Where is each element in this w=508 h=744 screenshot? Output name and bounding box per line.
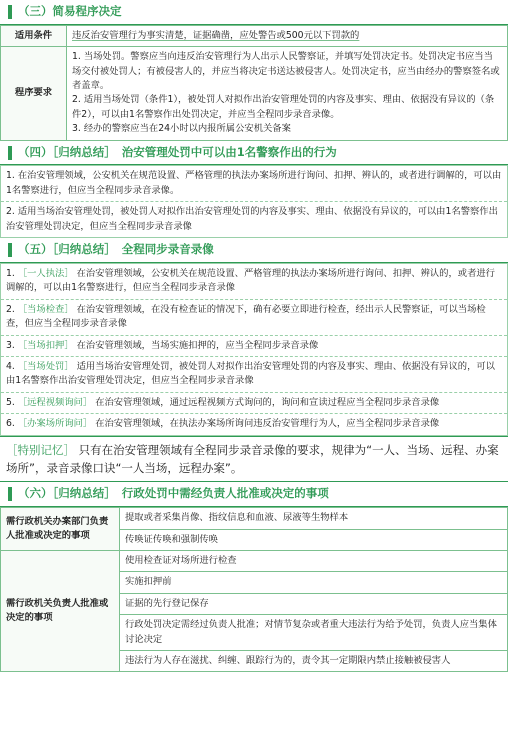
section-3-title: （三）简易程序决定 bbox=[18, 4, 122, 18]
list-item bbox=[1, 264, 507, 300]
heading-bar bbox=[8, 243, 12, 257]
heading-bar bbox=[8, 487, 12, 501]
heading-bar bbox=[8, 146, 12, 160]
agency-head-label: 需行政机关负责人批准或决定的事项 bbox=[1, 550, 120, 671]
special-memory-text: 只有在治安管理领域有全程同步录音录像的要求，规律为“一人、当场、远程、办案场所”，录音录像口诀“一人当场，远程办案”。 bbox=[6, 442, 499, 475]
section-3 bbox=[0, 0, 508, 141]
list-item bbox=[1, 357, 507, 393]
list-item bbox=[1, 300, 507, 336]
section-6-title: 行政处罚中需经负责人批准或决定的事项 bbox=[121, 486, 329, 501]
item-number: 1. bbox=[6, 267, 18, 279]
section-4-tag: （四）［归纳总结］ bbox=[18, 144, 116, 159]
item-tag: ［当场扣押］ bbox=[17, 339, 74, 351]
item-text: 在治安管理领域，通过远程视频方式询问的，询问和宣读过程应当全程同步录音录像 bbox=[95, 396, 440, 408]
list-item: 2. 适用当场治安管理处罚，被处罚人对拟作出治安管理处罚的内容及事实、理由、依据没有异议的，可以由1名警察作出治安管理处罚决定，但应当全程同步录音录像 bbox=[6, 206, 498, 232]
section-5-box bbox=[0, 263, 508, 436]
section-6-heading bbox=[0, 482, 508, 507]
table-cell: 提取或者采集肖像、指纹信息和血液、尿液等生物样本 bbox=[120, 508, 508, 529]
procedure-item: 1. 当场处罚。警察应当向违反治安管理行为人出示人民警察证，并填写处罚决定书。处罚决定书应当当场交付被处罚人；有被侵害人的，并应当将决定书送达被侵害人。处罚决定书，应当由经办的警察签名或者盖章。 bbox=[72, 51, 500, 92]
section-4-title: 治安管理处罚中可以由1名警察作出的行为 bbox=[121, 144, 337, 159]
section-3-heading bbox=[0, 0, 508, 25]
item-text: 在治安管理领域，当场实施扣押的，应当全程同步录音录像 bbox=[76, 339, 319, 351]
special-memory-note bbox=[0, 436, 508, 483]
list-item bbox=[1, 414, 507, 434]
item-number: 4. bbox=[6, 360, 18, 372]
table-cell: 使用检查证对场所进行检查 bbox=[120, 550, 508, 571]
table-cell: 实施扣押前 bbox=[120, 572, 508, 593]
item-text: 在治安管理领域，公安机关在规范设置、严格管理的执法办案场所进行询问、扣押、辨认的，或者进行调解的，可以由1名警察进行，但应当全程同步录音录像 bbox=[6, 267, 495, 294]
condition-label: 适用条件 bbox=[1, 25, 67, 46]
section-4-heading bbox=[0, 141, 508, 166]
section-5-tag: （五）［归纳总结］ bbox=[18, 242, 116, 257]
item-tag: ［一人执法］ bbox=[17, 267, 74, 279]
item-tag: ［当场处罚］ bbox=[17, 360, 74, 372]
table-cell: 违法行为人存在滋扰、纠缠、跟踪行为的，责令其一定期限内禁止接触被侵害人 bbox=[120, 651, 508, 672]
section-5-heading bbox=[0, 238, 508, 263]
section-5-title: 全程同步录音录像 bbox=[121, 242, 214, 257]
item-tag: ［办案场所询问］ bbox=[17, 418, 93, 430]
item-text: 在治安管理领域，在执法办案场所询问违反治安管理行为人，应当全程同步录音录像 bbox=[95, 418, 440, 430]
section-6-tag: （六）［归纳总结］ bbox=[18, 486, 116, 501]
item-tag: ［远程视频询问］ bbox=[17, 396, 93, 408]
procedure-label: 程序要求 bbox=[1, 47, 67, 140]
section-5 bbox=[0, 238, 508, 482]
special-memory-tag: ［特别记忆］ bbox=[6, 442, 75, 457]
condition-text: 违反治安管理行为事实清楚，证据确凿，应处警告或500元以下罚款的 bbox=[67, 25, 508, 46]
item-text: 在治安管理领域，在没有检查证的情况下，确有必要立即进行检查，经出示人民警察证，可以当场检查，但应当全程同步录音录像 bbox=[6, 303, 486, 330]
list-item bbox=[1, 336, 507, 357]
list-item bbox=[1, 393, 507, 414]
item-text: 适用当场治安管理处罚，被处罚人对拟作出治安管理处罚的内容及事实、理由、依据没有异议的，可以由1名警察作出治安管理处罚决定，但应当全程同步录音录像 bbox=[6, 360, 495, 387]
table-cell: 证据的先行登记保存 bbox=[120, 593, 508, 614]
table-cell: 传唤证传唤和强制传唤 bbox=[120, 529, 508, 550]
heading-bar bbox=[8, 5, 12, 19]
item-number: 6. bbox=[6, 418, 18, 430]
section-6 bbox=[0, 482, 508, 672]
procedure-items bbox=[67, 47, 508, 140]
procedure-item: 3. 经办的警察应当在24小时以内报所属公安机关备案 bbox=[72, 123, 291, 135]
item-number: 3. bbox=[6, 339, 18, 351]
table-cell: 行政处罚决定需经过负责人批准；对情节复杂或者重大违法行为给予处罚，负责人应当集体讨论决定 bbox=[120, 615, 508, 651]
item-number: 2. bbox=[6, 303, 18, 315]
item-tag: ［当场检查］ bbox=[17, 303, 74, 315]
section-4-box bbox=[0, 165, 508, 238]
simple-procedure-table bbox=[0, 25, 508, 141]
item-number: 5. bbox=[6, 396, 18, 408]
dept-head-label: 需行政机关办案部门负责人批准或决定的事项 bbox=[1, 508, 120, 551]
approval-table bbox=[0, 507, 508, 672]
list-item: 1. 在治安管理领域，公安机关在规范设置、严格管理的执法办案场所进行询问、扣押、辨认的，或者进行调解的，可以由1名警察进行，但应当全程同步录音录像。 bbox=[1, 166, 507, 202]
section-4 bbox=[0, 141, 508, 238]
procedure-item: 2. 适用当场处罚（条件1），被处罚人对拟作出治安管理处罚的内容及事实、理由、依据没有异议的（条件2），可以由1名警察作出处罚决定，并应当全程同步录音录像。 bbox=[72, 94, 495, 120]
